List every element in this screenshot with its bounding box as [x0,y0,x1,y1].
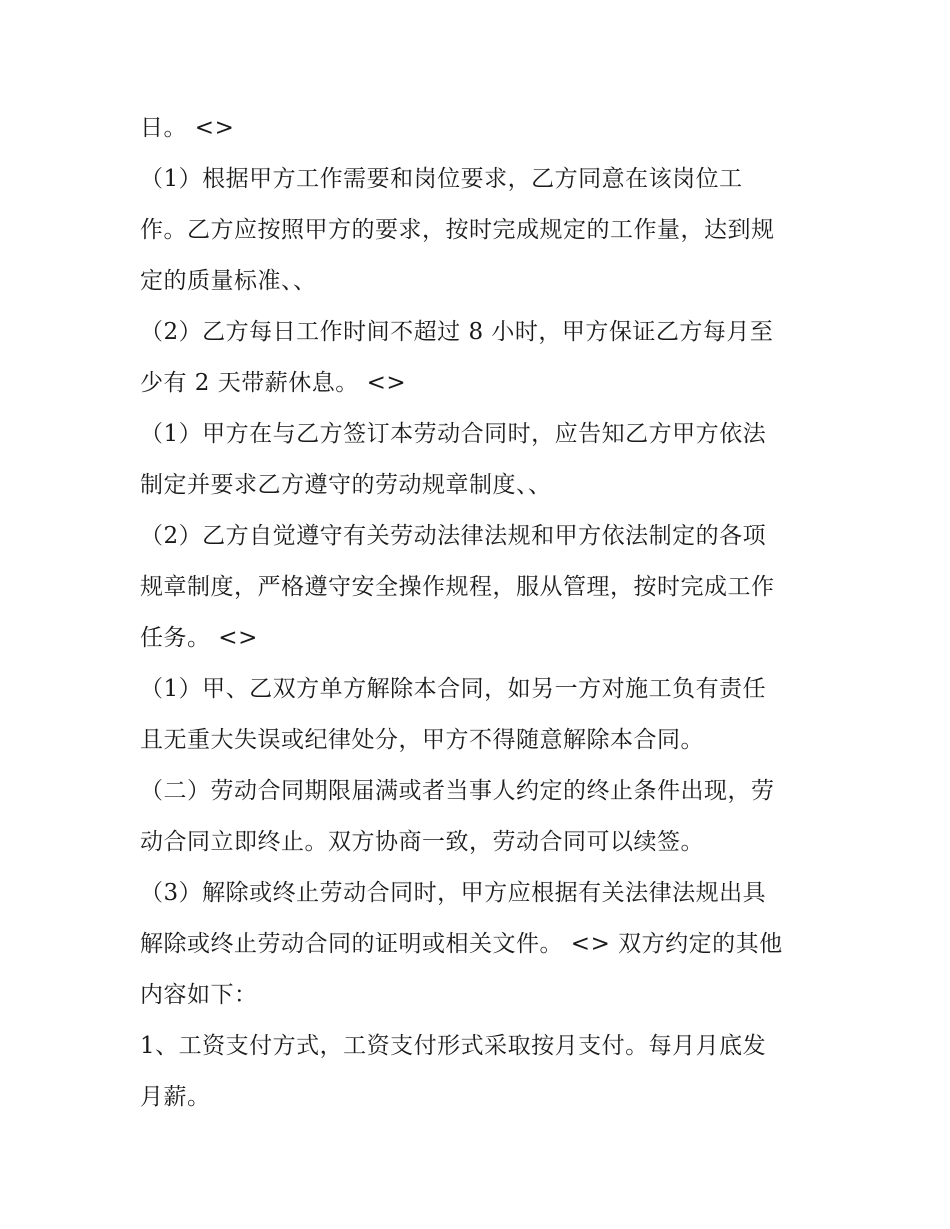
text-line: （1）甲、乙双方单方解除本合同，如另一方对施工负有责任 [140,676,767,702]
text-line: 制定并要求乙方遵守的劳动规章制度、、 [140,472,552,498]
text-line: 1、工资支付方式，工资支付形式采取按月支付。每月月底发 [140,1033,767,1059]
text-line: 任务。 <> [140,625,258,651]
text-line: （1）根据甲方工作需要和岗位要求，乙方同意在该岗位工 [140,166,743,192]
text-line: 定的质量标准、、 [140,268,317,294]
text-line: 内容如下： [140,982,258,1008]
text-line: 规章制度，严格遵守安全操作规程，服从管理，按时完成工作 [140,574,775,600]
text-line: 解除或终止劳动合同的证明或相关文件。 <> 双方约定的其他 [140,931,783,957]
text-line: （2）乙方自觉遵守有关劳动法律法规和甲方依法制定的各项 [140,523,767,549]
text-line: （1）甲方在与乙方签订本劳动合同时，应告知乙方甲方依法 [140,421,767,447]
text-line: （3）解除或终止劳动合同时，甲方应根据有关法律法规出具 [140,880,767,906]
text-line: 月薪。 [140,1084,211,1110]
text-line: 且无重大失误或纪律处分，甲方不得随意解除本合同。 [140,727,704,753]
document-body [140,103,820,1123]
text-line: （二）劳动合同期限届满或者当事人约定的终止条件出现，劳 [140,778,775,804]
text-line: 动合同立即终止。双方协商一致，劳动合同可以续签。 [140,829,704,855]
text-line: 作。乙方应按照甲方的要求，按时完成规定的工作量，达到规 [140,217,775,243]
text-line: （2）乙方每日工作时间不超过 8 小时，甲方保证乙方每月至 [140,319,774,345]
text-line: 日。 <> [140,115,235,141]
text-line: 少有 2 天带薪休息。 <> [140,370,407,396]
